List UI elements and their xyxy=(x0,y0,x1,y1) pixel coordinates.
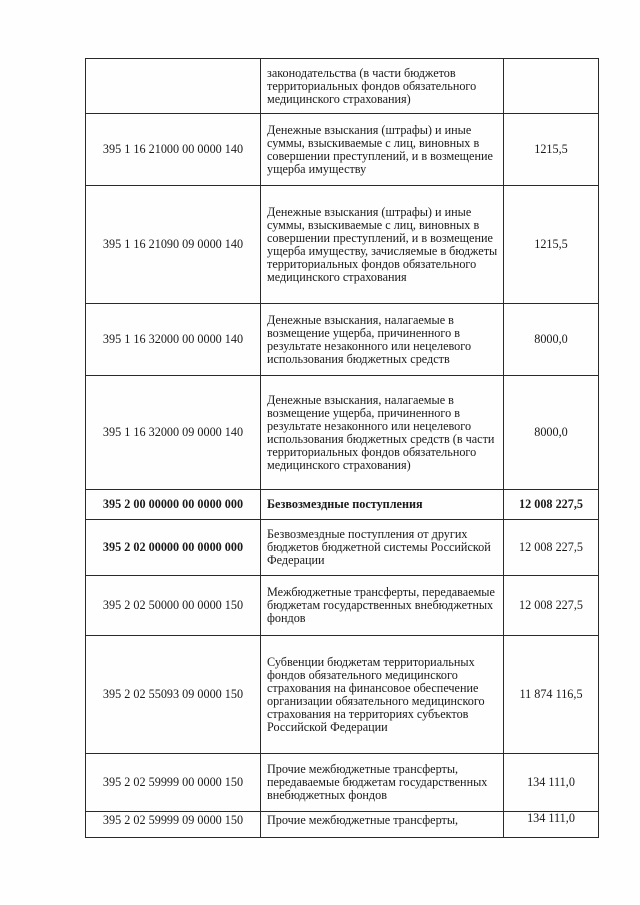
budget-code-cell: 395 2 00 00000 00 0000 000 xyxy=(86,490,261,520)
budget-code-cell: 395 2 02 00000 00 0000 000 xyxy=(86,520,261,576)
amount-cell: 12 008 227,5 xyxy=(504,520,599,576)
budget-code-cell: 395 2 02 55093 09 0000 150 xyxy=(86,636,261,754)
table-row xyxy=(86,304,599,376)
amount-cell: 12 008 227,5 xyxy=(504,490,599,520)
table-row xyxy=(86,576,599,636)
amount-cell: 12 008 227,5 xyxy=(504,576,599,636)
description-cell: Межбюджетные трансферты, передаваемые бюджетам государственных внебюджетных фондов xyxy=(261,576,504,636)
description-cell: Безвозмездные поступления от других бюджетов бюджетной системы Российской Федерации xyxy=(261,520,504,576)
amount-cell: 8000,0 xyxy=(504,376,599,490)
table-row xyxy=(86,114,599,186)
description-cell: законодательства (в части бюджетов территориальных фондов обязательного медицинского страхования) xyxy=(261,59,504,114)
table-row xyxy=(86,186,599,304)
description-cell: Денежные взыскания, налагаемые в возмещение ущерба, причиненного в результате незаконного или нецелевого использования бюджетных средств xyxy=(261,304,504,376)
table-row xyxy=(86,59,599,114)
budget-code-cell: 395 1 16 21090 09 0000 140 xyxy=(86,186,261,304)
budget-code-cell: 395 2 02 59999 00 0000 150 xyxy=(86,754,261,812)
amount-cell: 1215,5 xyxy=(504,114,599,186)
description-cell: Денежные взыскания, налагаемые в возмещение ущерба, причиненного в результате незаконного или нецелевого использования бюджетных средств (в части территориальных фондов обязательного медицинского страхования) xyxy=(261,376,504,490)
amount-cell: 1215,5 xyxy=(504,186,599,304)
amount-cell xyxy=(504,59,599,114)
description-cell: Прочие межбюджетные трансферты, xyxy=(261,812,504,838)
table-row xyxy=(86,754,599,812)
budget-code-cell: 395 2 02 59999 09 0000 150 xyxy=(86,812,261,838)
budget-code-cell: 395 1 16 21000 00 0000 140 xyxy=(86,114,261,186)
table-row xyxy=(86,812,599,838)
table-row xyxy=(86,636,599,754)
description-cell: Субвенции бюджетам территориальных фондов обязательного медицинского страхования на финансовое обеспечение организации обязательного медицинского страхования на территориях субъектов Российской Федерации xyxy=(261,636,504,754)
revenue-table xyxy=(85,58,599,838)
budget-code-cell: 395 1 16 32000 00 0000 140 xyxy=(86,304,261,376)
amount-cell: 8000,0 xyxy=(504,304,599,376)
description-cell: Безвозмездные поступления xyxy=(261,490,504,520)
description-cell: Денежные взыскания (штрафы) и иные суммы, взыскиваемые с лиц, виновных в совершении преступлений, и в возмещение ущерба имуществу, зачисляемые в бюджеты территориальных фондов обязательного медицинского страхования xyxy=(261,186,504,304)
description-cell: Прочие межбюджетные трансферты, передаваемые бюджетам государственных внебюджетных фондов xyxy=(261,754,504,812)
table-row xyxy=(86,520,599,576)
table-row xyxy=(86,490,599,520)
budget-code-cell: 395 1 16 32000 09 0000 140 xyxy=(86,376,261,490)
budget-code-cell xyxy=(86,59,261,114)
amount-cell: 134 111,0 xyxy=(504,812,599,838)
amount-cell: 134 111,0 xyxy=(504,754,599,812)
budget-code-cell: 395 2 02 50000 00 0000 150 xyxy=(86,576,261,636)
description-cell: Денежные взыскания (штрафы) и иные суммы, взыскиваемые с лиц, виновных в совершении преступлений, и в возмещение ущерба имуществу xyxy=(261,114,504,186)
amount-cell: 11 874 116,5 xyxy=(504,636,599,754)
table-row xyxy=(86,376,599,490)
